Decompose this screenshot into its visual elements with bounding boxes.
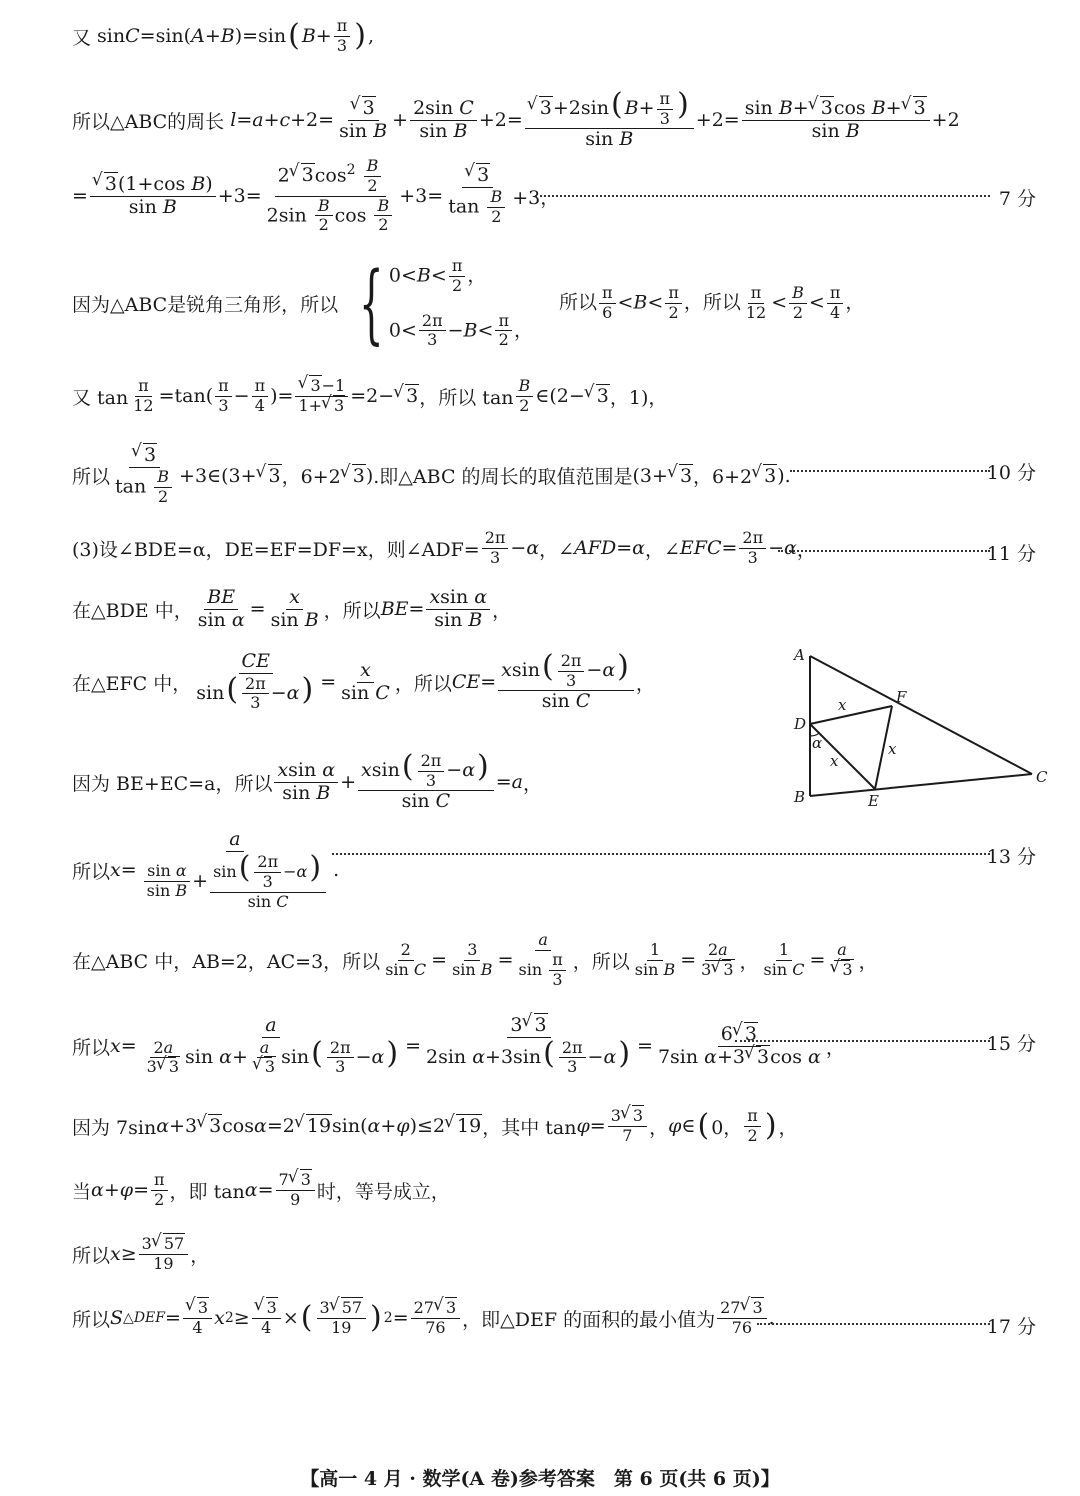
dots-10 <box>790 470 990 472</box>
eq-perimeter: 所以△ABC的周长 l = a + c +2= √ $\frac{3}{\text{sin B}}$ + $\frac{\text{2sin C}}{\text{sin B}}$ +2= √ 3+2sin( B+ $\frac{\pi}{3}$ ) sin B +2= $\frac{\text{sin B+√ 3cos B+√ 3}}{\text{sin B}}$ +2 <box>72 90 960 150</box>
label-alpha: α <box>812 734 823 752</box>
score-10: 10 分 <box>986 462 1036 484</box>
eq-x-min: 所以 x ≥ $\frac{3√ 57}{19}$ ， <box>72 1236 209 1273</box>
score-13: 13 分 <box>986 846 1036 868</box>
eq-range: 所以 √ 3 tan $\frac{B}{2}$ +3∈(3+ √ 3 ，6+2 √ 3 ) .即△ABC 的周长的取值范围是 (3+ √ 3 ，6+2 √ 3 ). <box>72 446 791 506</box>
label-x-fe: x <box>888 740 897 758</box>
eq-efc: 在△EFC 中， CE sin( $\frac{2\pi}{3}$ −α) = $\frac{x}{\text{sin C}}$ ，所以 CE = xsin( $\frac{2\pi}{3}$ −α) sin C ， <box>72 649 655 713</box>
seg-df <box>810 706 892 724</box>
eq-area-min: 所以 S △DEF = √ $\frac{3}{4}$ x 2 ≥ √ $\frac{3}{4}$ × ( $\frac{3√ 57}{19}$ ) 2 = $\frac{27√ 3}{76}$ ，即△DEF 的面积的最小值为 $\frac{27√ 3}{76}$ . <box>72 1300 775 1337</box>
eq-halfangle: = √ $\frac{\text{3(1+cos B)}}{\text{sin B}}$ +3= 2√ $3\cos^2$ $\frac{B}{2}$ 2sin $\frac{B}{2}$ cos $\frac{B}{2}$ +3= √ 3 tan $\frac{B}{2}$ +3， <box>72 158 559 234</box>
side-bc <box>810 774 1032 796</box>
triangle-figure <box>780 640 1050 820</box>
label-d: D <box>794 715 807 733</box>
eq-sinC: 又 sin C =sin( A + B )=sin ( B + $\frac{\pi}{3}$ ) , <box>72 16 374 55</box>
dots-7 <box>535 195 990 197</box>
page-footer: 【高一 4 月 · 数学(A 卷)参考答案 第 6 页(共 6 页)】 <box>300 1468 780 1490</box>
eq-x-solved: 所以 x = a $\frac{\text{sin α}}{\text{sin B}}$ + sin( $\frac{2\pi}{3}$ −α) sin C . <box>72 828 340 911</box>
eq-aux-angle: 因为 7sin α +3 √ 3 cos α =2 √ 19 sin( α + φ )≤2 √ 19 ，其中 tan φ = $\frac{3√ 3}{7}$ ， φ ∈ ( 0， $\frac{\pi}{2}$ ) ， <box>72 1108 798 1145</box>
dots-11 <box>778 550 990 552</box>
label-e: E <box>868 792 879 810</box>
label-c: C <box>1036 768 1048 786</box>
score-7: 7 分 <box>998 188 1036 210</box>
eq-law-sines: 在△ABC 中，AB=2，AC=3，所以 $\frac{2}{\text{sin C}}$ = $\frac{3}{\text{sin B}}$ = a sin $\frac{\pi}{3}$ ，所以 $\frac{1}{\text{sin B}}$ = $\frac{2a}{3√ 3}$ ， $\frac{1}{\text{sin C}}$ = a √ 3 ， <box>72 932 878 988</box>
eq-acute-system: 因为△ABC是锐角三角形，所以 { 0<B< $\frac{\pi}{2}$ ， 0< $\frac{2\pi}{3}$ −B< $\frac{\pi}{2}$ ， 所以 $\frac{\pi}{6}$ <B< $\frac{\pi}{2}$ ，所以 $\frac{\pi}{12}$ < $\frac{B}{2}$ < $\frac{\pi}{4}$ ， <box>72 253 865 354</box>
eq-part3: (3)设∠BDE=α，DE=EF=DF=x，则∠ADF= $\frac{2\pi}{3}$ − α ，∠ AFD = α ，∠ EFC = $\frac{2\pi}{3}$ − α ， <box>72 528 816 567</box>
label-x-de: x <box>830 752 839 770</box>
eq-be-ec: 因为 BE+EC=a，所以 $\frac{\text{xsin α}}{\text{sin B}}$ + xsin( $\frac{2\pi}{3}$ −α) sin C = a ， <box>72 749 543 813</box>
dots-13 <box>332 853 990 855</box>
dots-17 <box>757 1323 990 1325</box>
score-15: 15 分 <box>986 1033 1036 1055</box>
eq-equality: 当 α + φ = $\frac{\pi}{2}$ ，即 tan α = $\frac{7√ 3}{9}$ 时，等号成立， <box>72 1172 450 1209</box>
dots-15 <box>735 1040 990 1042</box>
label-f: F <box>896 688 907 706</box>
label-b: B <box>794 788 806 806</box>
score-17: 17 分 <box>986 1316 1036 1338</box>
score-11: 11 分 <box>986 543 1036 565</box>
eq-x-simplified: 所以 x = a $\frac{2a}{3√ 3}$ sin α+ a √ 3 sin( $\frac{2\pi}{3}$ −α) = 3√ 3 2sin α+3sin( $\frac{2\pi}{3}$ −α) = $\frac{6√ 3}{\text{7sin α+3√ 3cos α}}$ ， <box>72 1016 845 1076</box>
eq-tan-pi12: 又 tan $\frac{\pi}{12}$ =tan( $\frac{\pi}{3}$ − $\frac{\pi}{4}$ )= √ $\frac{3-1}{1+√ 3}$ =2− √ 3 ，所以 tan $\frac{B}{2}$ ∈(2− √ 3 ，1)， <box>72 378 667 415</box>
label-x-df: x <box>838 696 847 714</box>
eq-bde: 在△BDE 中， $\frac{BE}{\text{sin α}}$ = $\frac{x}{\text{sin B}}$ ，所以 BE = $\frac{\text{xsin α}}{\text{sin B}}$ ， <box>72 586 512 631</box>
label-a: A <box>794 646 805 664</box>
